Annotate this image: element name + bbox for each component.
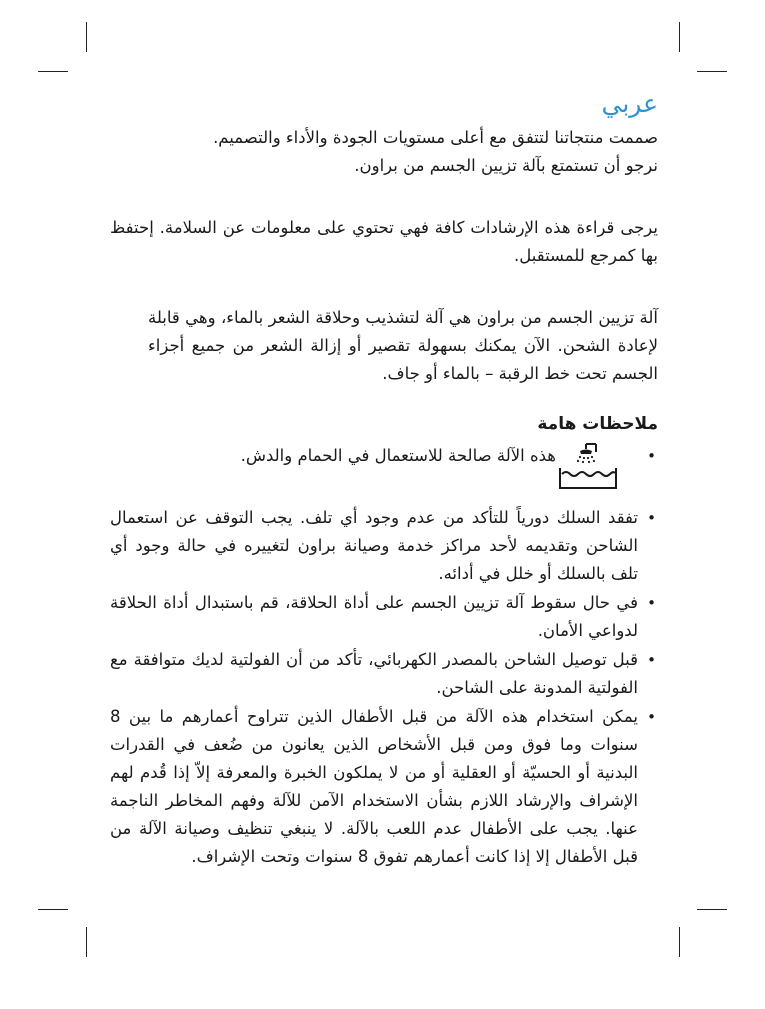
list-item [110, 504, 658, 588]
list-item [110, 646, 658, 702]
crop-mark-top-left-horizontal [38, 71, 68, 72]
product-description-paragraph: آلة تزيين الجسم من براون هي آلة لتشذيب وحلاقة الشعر بالماء، وهي قابلة لإعادة الشحن. الآن يمكنك بسهولة تقصير أو إزالة الشعر من جميع أجزاء الجسم تحت خط الرقبة – بالماء أو جاف. [148, 308, 658, 383]
crop-mark-top-right-horizontal [697, 71, 727, 72]
note-drop-replace-text: في حال سقوط آلة تزيين الجسم على أداة الحلاقة، قم باستبدال أداة الحلاقة لدواعي الأمان. [110, 593, 638, 640]
language-heading: عربي [601, 89, 658, 118]
note-children-text: يمكن استخدام هذه الآلة من قبل الأطفال الذين تتراوح أعمارهم ما بين 8 سنوات وما فوق ومن قبل الأشخاص الذين يعانون من ضُعف في القدرات البدنية أو الحسيّة أو العقلية أو من لا يملكون الخبرة والمعرفة إلاّ إذا قُدم لهم الإشراف والإرشاد اللازم بشأن الاستخدام الآمن للآلة وفهم المخاطر الناجمة عنها. يجب على الأطفال عدم اللعب بالآلة. لا ينبغي تنظيف وصيانة الآلة من قبل الأطفال إلا إذا كانت أعمارهم تفوق 8 سنوات وتحت الإشراف. [110, 707, 638, 866]
list-item [110, 703, 658, 871]
crop-mark-top-left-vertical [86, 22, 87, 52]
crop-mark-bottom-right-horizontal [697, 909, 727, 910]
note-voltage-text: قبل توصيل الشاحن بالمصدر الكهربائي، تأكد من أن الفولتية لديك متوافقة مع الفولتية المدونة على الشاحن. [110, 650, 638, 697]
safety-reading-paragraph: يرجى قراءة هذه الإرشادات كافة فهي تحتوي على معلومات عن السلامة. إحتفظ بها كمرجع للمستقبل. [110, 218, 658, 265]
shower-bath-icon [556, 442, 620, 492]
note-cord-check-text: تفقد السلك دورياً للتأكد من عدم وجود أي تلف. يجب التوقف عن استعمال الشاحن وتقديمه لأحد مراكز خدمة وصيانة براون لتغييره في حالة وجود أي تلف بالسلك أو خلل في أدائه. [110, 508, 638, 583]
crop-mark-bottom-left-vertical [86, 927, 87, 957]
manual-page [110, 86, 658, 872]
crop-mark-bottom-right-vertical [679, 927, 680, 957]
crop-mark-top-right-vertical [679, 22, 680, 52]
intro-line-2: نرجو أن تستمتع بآلة تزيين الجسم من براون. [354, 156, 658, 175]
intro-line-1: صممت منتجاتنا لتتفق مع أعلى مستويات الجودة والأداء والتصميم. [213, 128, 658, 147]
important-notes-heading: ملاحظات هامة [537, 414, 658, 434]
crop-mark-bottom-left-horizontal [38, 909, 68, 910]
list-item [110, 589, 658, 645]
important-notes-list [110, 442, 658, 871]
note-bath-shower-text: • هذه الآلة صالحة للاستعمال في الحمام والدش. [240, 446, 556, 465]
list-item [110, 442, 658, 498]
